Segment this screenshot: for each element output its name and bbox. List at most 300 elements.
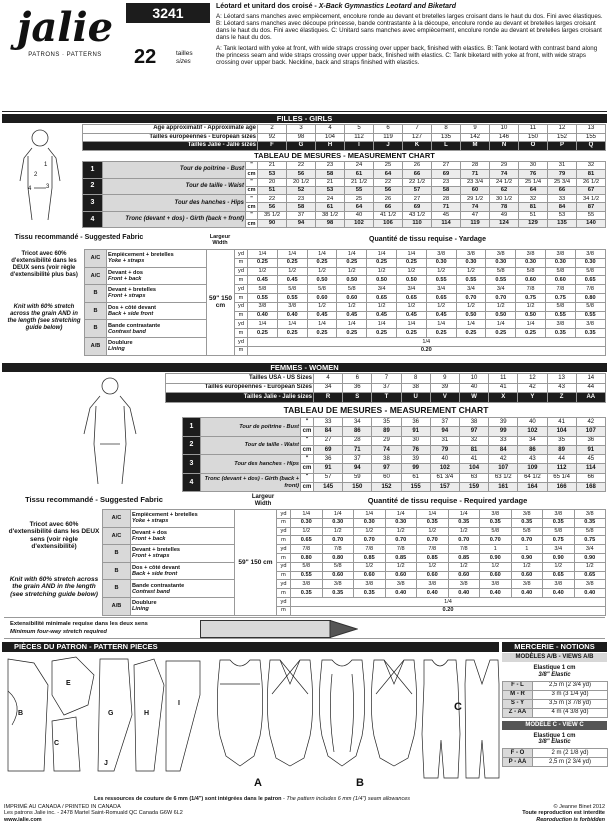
girls-measure-cell: 38 1/2 [316,211,345,219]
girls-measure-cell: 55 [577,211,606,219]
girls-fabric-cell: 0.55 [426,276,456,285]
girls-fabric-cell: 7/8 [516,285,546,294]
girls-measure-cell: 119 [461,220,490,228]
women-measure-cell: 86 [518,445,547,454]
girls-measure-cell: 52 [287,186,316,194]
women-measure-cell: 164 [518,483,547,492]
women-measure-cell: 36 [314,455,343,464]
girls-fabric-cell: 3/4 [486,285,516,294]
women-measure-cell: 107 [489,464,518,473]
women-fabric-cell: 1/4 [354,510,386,519]
girls-fabric-cell: 0.40 [277,311,307,320]
girls-fabric-cell: 0.65 [575,276,605,285]
girls-measure-cell: 71 [432,203,461,211]
women-fabric-cell: 0.35 [574,518,606,527]
girls-fabric-cell: 5/8 [277,285,307,294]
pattern-piece-letter: I [178,700,180,707]
girls-measure-cell: 60 [461,186,490,194]
women-width-value: 59" 150 cm [235,510,277,616]
women-fabric-cell: 0.85 [417,553,449,562]
girls-measure-cell: 37 [287,211,316,219]
girls-fabric-cell: 0.65 [426,293,456,302]
piece-en: Yoke + straps [108,258,145,265]
girls-fabric-cell: 7/8 [545,285,575,294]
girls-measure-cell: 58 [287,203,316,211]
women-fabric-cell: 1/2 [448,527,480,536]
girls-eu-cell: 150 [519,133,548,142]
women-fabric-piece [131,562,235,580]
women-measure-label: Tour des hanches - Hips [201,455,301,474]
piece-fr: Devant + bretelles [132,547,181,554]
girls-fabric-cell: 3/8 [456,250,486,259]
women-fabric-cell: 1/2 [322,527,354,536]
girls-eu-cell: 146 [490,133,519,142]
women-fabric-cell: 7/8 [417,545,449,554]
girls-measure-cell: 27 [403,195,432,203]
girls-measure-cell: 32 [577,162,606,170]
girls-fabric-cell: 1/2 [426,302,456,311]
girls-fabric-piece [107,267,207,285]
girls-fabric-cell: 0.60 [545,276,575,285]
women-fabric-cell: 0.40 [385,589,417,598]
women-fabric-cell: 1/2 [354,527,386,536]
girls-fabric-cell: 0.45 [277,276,307,285]
girls-unit: cm [246,170,258,178]
women-measure-cell: 89 [372,427,401,436]
girls-fab-unit: m [235,346,248,355]
women-fabric-cell: 5/8 [511,527,543,536]
girls-measure-cell: 71 [461,170,490,178]
women-fabric-cell: 3/8 [291,580,323,589]
brand-logo [6,4,124,72]
girls-measure-cell: 29 [490,162,519,170]
women-fabric-cell: 3/8 [354,580,386,589]
girls-fabric-code: B [85,320,107,338]
women-measure-cell: 74 [372,445,401,454]
women-fabric-cell: 0.40 [448,589,480,598]
women-us-cell: 8 [401,374,430,384]
girls-measure-cell: 30 [519,162,548,170]
notions-amount: 2,5 m (2 3/4 yd) [533,681,608,690]
women-eu-cell: 36 [343,383,372,393]
women-jalie-cell: Y [518,393,547,403]
girls-fabric-cell: 0.35 [545,329,575,338]
girls-measure-cell: 74 [461,203,490,211]
women-measure-cell: 157 [430,483,459,492]
women-fabric-desc-en: Knit with 60% stretch across the grain AND in the length (see stretching guide below) [9,576,99,598]
women-fabric-cell: 1 [511,545,543,554]
girls-measure-cell: 25 1/4 [519,178,548,186]
girls-unit: " [246,195,258,203]
pattern-piece-letter: C [54,740,60,747]
girls-measure-cell: 64 [374,170,403,178]
girls-measure-cell: 56 [374,186,403,194]
girls-measure-cell: 66 [403,170,432,178]
girls-fabric-cell: 5/8 [545,302,575,311]
girls-measure-cell: 53 [548,211,577,219]
notions-c-elastic-fr: Elastique 1 cm [533,732,576,739]
women-measure-cell: 28 [343,436,372,445]
women-measure-cell: 57 [314,473,343,482]
girls-fabric-cell: 5/8 [248,285,278,294]
women-measure-cell: 97 [372,464,401,473]
women-us-cell: 4 [314,374,343,384]
girls-measure-cell: 56 [287,170,316,178]
women-fab-unit: m [277,553,291,562]
women-fabric-cell: 0.90 [480,553,512,562]
girls-measure-cell: 22 1/2 [403,178,432,186]
stretch-arrow [200,620,358,638]
girls-fabric-desc-fr: Tricot avec 60% d'extensibilité dans les DEUX sens (voir règle d'extensibilité plus bas) [10,251,78,278]
girls-measure-cell: 40 [345,211,374,219]
women-fabric-cell: 1/4 [291,510,323,519]
girls-measure-cell: 28 [461,162,490,170]
women-us-label: Tailles USA - US Sizes [166,374,314,384]
women-fabric-cell: 1 [480,545,512,554]
women-fabric-cell: 5/8 [291,562,323,571]
girls-eu-label: Tailles européennes - European sizes [83,133,258,142]
girls-measure-cell: 78 [490,203,519,211]
girls-fabric-cell: 0.70 [486,293,516,302]
women-fabric-cell: 0.85 [448,553,480,562]
girls-fabric-cell: 0.70 [456,293,486,302]
girls-measure-cell: 33 [548,195,577,203]
girls-measure-row [83,178,606,186]
girls-measure-cell: 20 [258,178,287,186]
women-fabric-cell: 1/2 [354,562,386,571]
girls-fabric-cell: 3/8 [545,250,575,259]
girls-fabric-code: B [85,302,107,320]
women-us-row [166,374,606,384]
piece-fr: Devant + dos [132,529,167,536]
women-fabric-piece [131,527,235,545]
girls-measure-cell: 24 [316,195,345,203]
girls-measure-cell: 61 [345,170,374,178]
girls-fabric-cell: 1/4 [367,250,397,259]
girls-measure-cell: 110 [403,220,432,228]
piece-en: Contrast band [132,588,170,595]
piece-fr: Empiècement + bretelles [132,512,198,519]
women-measure-cell: 71 [343,445,372,454]
girls-fabric-cell: 0.25 [307,329,337,338]
women-eu-cell: 44 [576,383,605,393]
women-fabric-cell: 1/4 [322,510,354,519]
footer-right [522,804,605,821]
women-fabric-code: B [103,580,131,598]
girls-measure-cell: 64 [345,203,374,211]
women-us-cell: 11 [489,374,518,384]
women-measure-cell: 84 [314,427,343,436]
girls-measure-cell: 87 [577,203,606,211]
women-measure-cell: 34 [518,436,547,445]
women-fabric-cell: 0.60 [322,571,354,580]
women-eu-cell: 38 [401,383,430,393]
girls-fabric-cell: 0.45 [307,311,337,320]
women-fabric-table [102,509,606,616]
svg-text:2: 2 [34,172,38,178]
girls-fabric-code: A/C [85,267,107,285]
women-width-label: Largeur Width [251,494,275,507]
desc-fr: A: Léotard sans manches avec empiècement, encolure ronde au devant et bretelles larges croisant dans le haut du dos. Fini avec élastiques. B: Léotard sans manches avec découpe princesse, bande contrastante à la découpe, encolure ronde au devant et bretelles larges croisant dans le haut du dos. Fini avec élastiques. C: Unitard sans manches avec empiècement, encolure ronde au devant et bretelles larges croisant dans le haut du dos. [216,13,603,42]
girls-fabric-cell: 5/8 [516,267,546,276]
girls-measure-cell: 55 [345,186,374,194]
girls-fabric-cell: 1/4 [248,250,278,259]
piece-en: Front + straps [132,553,170,560]
girls-measure-cell: 81 [519,203,548,211]
girls-fabric-code: B [85,285,107,303]
women-measure-cell: 31 [430,436,459,445]
women-fabric-cell: 0.65 [574,571,606,580]
girls-fabric-cell: 0.75 [516,293,546,302]
girls-fabric-cell: 1/2 [396,267,426,276]
women-fabric-cell: 1/2 [385,562,417,571]
girls-measure-cell: 49 [490,211,519,219]
girls-fabric-cell: 0.65 [367,293,397,302]
girls-fabric-row [85,302,606,311]
girls-measure-label: Tour de taille - Waist [103,178,246,195]
women-fabric-cell: 0.80 [322,553,354,562]
women-fabric-cell: 3/8 [543,510,575,519]
footer-copyright: © Jeanne Binet 2012 [553,804,605,810]
girls-measure-cell: 21 [316,178,345,186]
girls-measure-cell: 35 1/2 [258,211,287,219]
girls-fabric-cell: 1/4 [456,320,486,329]
women-fabric-cell: 3/8 [417,580,449,589]
women-measure-cell: 86 [343,427,372,436]
women-fabric-cell: 7/8 [291,545,323,554]
girls-fabric-cell: 1/2 [307,267,337,276]
women-fab-unit: yd [277,510,291,519]
women-us-cell: 7 [372,374,401,384]
women-fabric-row [103,527,606,536]
girls-eu-cell: 152 [548,133,577,142]
women-fabric-row [103,510,606,519]
women-measure-cell: 63 1/2 [489,473,518,482]
girls-fabric-cell: 0.30 [516,258,546,267]
sizes-label-en: sizes [176,58,191,65]
notions-row [503,708,608,717]
girls-measure-cell: 26 [403,162,432,170]
women-fabric-piece [131,580,235,598]
piece-en: Front + back [108,275,142,282]
footer-printed: IMPRIMÉ AU CANADA / PRINTED IN CANADA [4,804,121,810]
girls-measure-cell: 25 3/4 [548,178,577,186]
girls-measure-cell: 31 [548,162,577,170]
women-fabric-cell: 3/8 [322,580,354,589]
women-fabric-cell: 0.55 [291,571,323,580]
notions-row [503,758,608,767]
women-fabric-cell: 3/8 [511,580,543,589]
women-fabric-cell: 1/2 [385,527,417,536]
women-fabric-cell: 0.35 [480,518,512,527]
footer-web[interactable]: www.jalie.com [4,816,42,821]
women-measure-cell: 145 [314,483,343,492]
girls-width-value: 59" 150 cm [207,250,235,356]
women-measure-cell: 107 [576,427,605,436]
girls-jalie-cell: M [461,142,490,151]
girls-measure-cell: 27 [432,162,461,170]
women-eu-cell: 42 [518,383,547,393]
girls-fabric-cell: 0.75 [545,293,575,302]
women-fabric-code: B [103,562,131,580]
pattern-number-text: 3241 [152,5,184,21]
women-fabric-cell: 1/2 [543,562,575,571]
women-fabric-cell: 0.70 [385,536,417,545]
girls-measure-cell: 29 1/2 [461,195,490,203]
girls-fabric-table [84,249,606,356]
women-fabric-cell: 1/4 [448,510,480,519]
women-measure-cell: 104 [547,427,576,436]
women-us-cell: 9 [430,374,459,384]
girls-measure-cell: 20 1/2 [287,178,316,186]
girls-lining-cell: 1/4 [248,337,606,346]
brand-sub: PATRONS · PATTERNS [28,52,102,58]
women-measure-number: 3 [183,455,201,474]
women-fabric-cell: 0.70 [511,536,543,545]
piece-en: Back + side front [108,311,154,318]
girls-measure-cell: 74 [490,170,519,178]
girls-age-cell: 9 [461,125,490,134]
piece-fr: Empiècement + bretelles [108,252,174,259]
women-measure-label: Tronc (devant + dos) - Girth (back + front) [201,473,301,492]
girls-fabric-cell: 0.25 [248,329,278,338]
pattern-pieces-diagram [4,655,204,773]
girls-fabric-row [85,267,606,276]
girls-fabric-cell: 0.50 [486,311,516,320]
girls-fabric-cell: 1/4 [396,250,426,259]
notions-amount: 3,5 m (3 7/8 yd) [533,699,608,708]
girls-measure-cell: 32 [519,195,548,203]
girls-jalie-cell: L [432,142,461,151]
women-measure-cell: 36 [576,436,605,445]
girls-measure-number: 1 [83,162,103,179]
girls-age-cell: 3 [287,125,316,134]
women-measure-number: 4 [183,473,201,492]
women-measure-cell: 40 [518,418,547,427]
girls-fabric-cell: 3/8 [426,250,456,259]
girls-measure-number: 3 [83,195,103,212]
women-fabric-cell: 3/8 [480,510,512,519]
girls-fabric-cell: 0.55 [248,293,278,302]
piece-fr: Bande contrastante [132,582,185,589]
women-measure-cell: 84 [489,445,518,454]
women-fabric-desc-fr: Tricot avec 60% d'extensibilité dans les DEUX sens (voir règle d'extensibilité) [8,521,100,551]
women-measure-cell: 79 [430,445,459,454]
piece-fr: Bande contrastante [108,322,161,329]
girls-fabric-cell: 1/2 [516,302,546,311]
women-fabric-cell: 1/2 [417,527,449,536]
girls-measure-cell: 23 [432,178,461,186]
notions-panel [502,653,607,767]
women-measure-cell: 152 [372,483,401,492]
girls-fabric-title: Tissu recommandé - Suggested Fabric [14,234,144,241]
girls-age-cell: 4 [316,125,345,134]
women-fabric-row [103,562,606,571]
women-fabric-cell: 0.90 [574,553,606,562]
girls-fabric-cell: 0.45 [248,276,278,285]
girls-fabric-cell: 0.25 [277,258,307,267]
girls-measure-row [83,195,606,203]
notions-size: S - Y [503,699,533,708]
header [2,0,607,112]
piece-fr: Dos + côté devant [108,304,157,311]
girls-fabric-cell: 3/4 [456,285,486,294]
women-fabric-cell: 1/2 [417,562,449,571]
girls-measure-cell: 41 1/2 [374,211,403,219]
women-unit: cm [301,483,314,492]
girls-fabric-cell: 1/2 [456,267,486,276]
women-lining-code: A/B [103,597,131,615]
women-measure-cell: 155 [401,483,430,492]
girls-lining-row [85,337,606,346]
women-unit: " [301,418,314,427]
girls-fabric-piece [107,302,207,320]
girls-jalie-cell: H [316,142,345,151]
women-eu-cell: 43 [547,383,576,393]
girls-fabric-cell: 7/8 [575,285,605,294]
girls-age-label: Âge approximatif - Approximate age [83,125,258,134]
girls-measure-cell: 135 [548,220,577,228]
girls-fabric-cell: 1/2 [426,267,456,276]
girls-fab-unit: yd [235,320,248,329]
girls-measure-cell: 26 [374,195,403,203]
girls-eu-cell: 135 [432,133,461,142]
piece-en: Yoke + straps [132,518,169,525]
girls-jalie-row [83,142,606,151]
women-fabric-cell: 0.65 [543,571,575,580]
girls-jalie-cell: I [345,142,374,151]
girls-fabric-cell: 5/8 [545,267,575,276]
girls-eu-cell: 155 [577,133,606,142]
women-fab-unit: m [277,518,291,527]
women-fabric-piece [131,545,235,563]
notions-bar: MERCERIE - NOTIONS [502,642,607,652]
girls-fabric-cell: 1/2 [486,302,516,311]
women-fabric-cell: 7/8 [354,545,386,554]
girls-measure-cell: 62 [490,186,519,194]
girls-jalie-cell: O [519,142,548,151]
women-fabric-cell: 1/2 [291,527,323,536]
women-measure-cell: 114 [576,464,605,473]
women-fabric-cell: 0.80 [291,553,323,562]
women-fabric-piece [131,510,235,528]
girls-fab-unit: m [235,311,248,320]
women-measure-cell: 42 [576,418,605,427]
women-measure-cell: 33 [489,436,518,445]
brand-name: jalie [16,4,114,51]
girls-silhouette [10,126,70,222]
women-measurement-table [182,417,606,492]
women-measure-label: Tour de poitrine - Bust [201,418,301,437]
girls-measure-cell: 76 [519,170,548,178]
women-measure-row [183,473,606,482]
girls-eu-cell: 119 [374,133,403,142]
piece-fr: Devant + dos [108,269,143,276]
stretch-en: Minimum four-way stretch required [10,629,107,635]
notions-row [503,681,608,690]
girls-fabric-cell: 0.25 [367,329,397,338]
girls-fabric-cell: 0.60 [307,293,337,302]
girls-measure-cell: 24 1/2 [490,178,519,186]
girls-fabric-desc-en: Knit with 60% stretch across the grain AND in the length (see stretching guide below) [7,304,81,331]
girls-fabric-cell: 0.30 [456,258,486,267]
piece-fr: Devant + bretelles [108,287,157,294]
girls-jalie-label: Tailles Jalie - Jalie sizes [83,142,258,151]
women-measure-cell: 61 3/4 [430,473,459,482]
girls-measure-cell: 64 [519,186,548,194]
pattern-title [216,3,606,11]
lining-en: Lining [108,346,125,353]
